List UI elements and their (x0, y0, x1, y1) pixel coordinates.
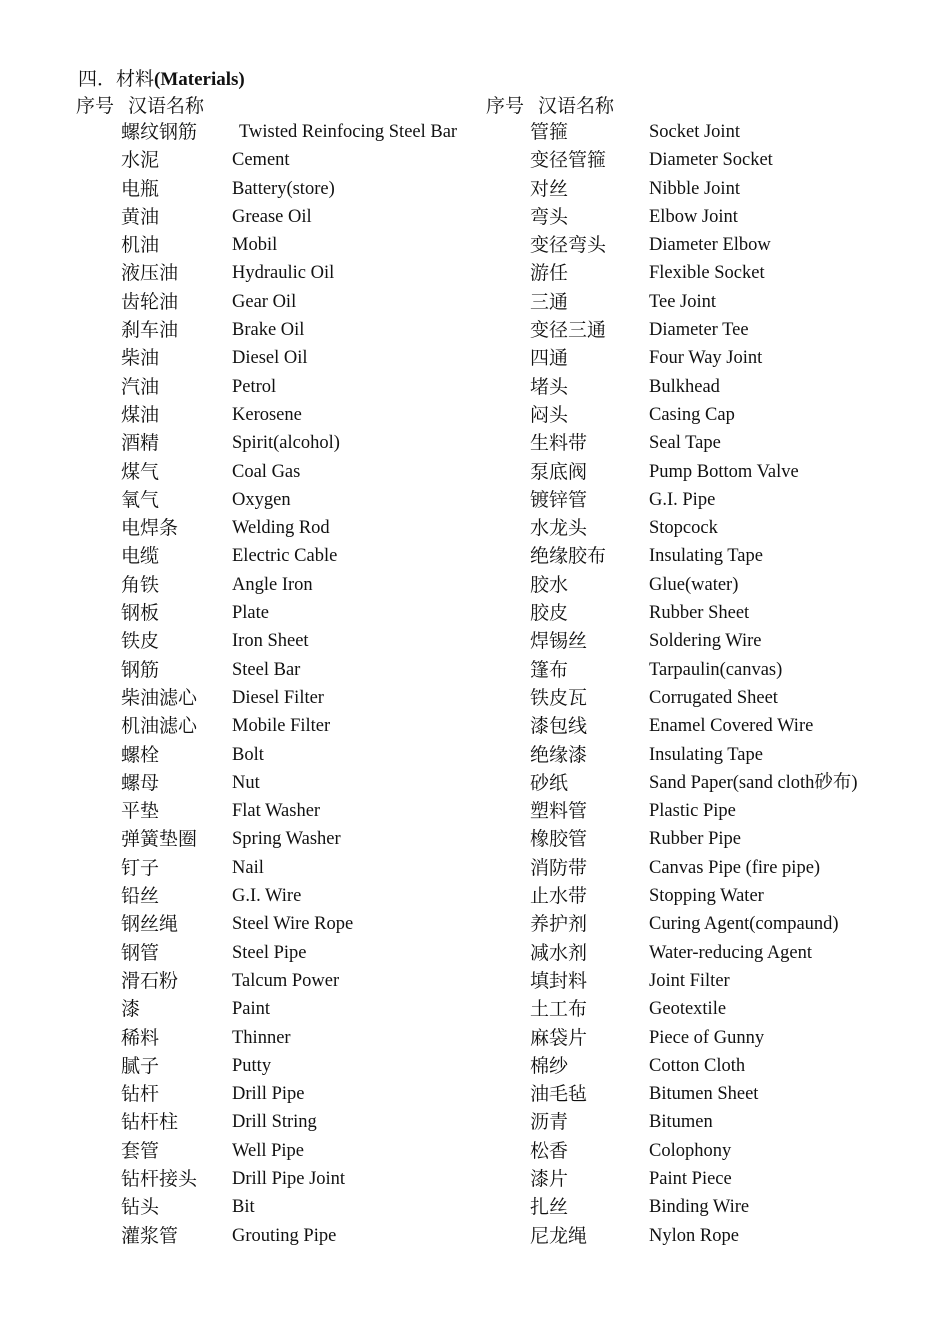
english-term: Paint (232, 999, 271, 1020)
chinese-term: 汽油 (121, 375, 160, 398)
chinese-term: 电焊条 (121, 517, 179, 540)
chinese-term: 刹车油 (121, 319, 179, 342)
english-term: Putty (232, 1055, 272, 1076)
chinese-term: 钢管 (121, 941, 160, 964)
chinese-term: 水泥 (121, 149, 160, 172)
english-term: Rubber Sheet (649, 603, 750, 624)
english-term: Coal Gas (232, 461, 301, 482)
chinese-term: 消防带 (530, 856, 588, 879)
chinese-term: 三通 (530, 290, 569, 313)
right-header-index: 序号 (486, 95, 525, 117)
english-term: Nylon Rope (649, 1225, 739, 1246)
chinese-term: 钉子 (121, 856, 160, 879)
english-term: Seal Tape (649, 433, 721, 454)
english-term: Tee Joint (649, 291, 717, 312)
chinese-term: 扎丝 (530, 1196, 569, 1219)
english-term: Iron Sheet (232, 631, 309, 652)
chinese-term: 焊锡丝 (530, 630, 588, 653)
chinese-term: 松香 (530, 1139, 569, 1162)
english-term: G.I. Wire (232, 886, 302, 907)
english-term: Gear Oil (232, 291, 297, 312)
english-term: Oxygen (232, 489, 291, 510)
english-term: Flexible Socket (649, 263, 765, 284)
chinese-term: 胶皮 (530, 602, 569, 625)
english-term: Casing Cap (649, 404, 735, 425)
chinese-term: 电瓶 (121, 177, 160, 200)
english-term: Pump Bottom Valve (649, 461, 799, 482)
english-term: Grease Oil (232, 206, 312, 227)
chinese-term: 钻杆 (121, 1083, 160, 1106)
english-term: Sand Paper(sand cloth砂布) (649, 772, 858, 793)
chinese-term: 机油 (121, 234, 160, 257)
chinese-term: 游任 (530, 262, 569, 285)
chinese-term: 铁皮 (121, 630, 160, 653)
english-term: Soldering Wire (649, 631, 762, 652)
english-term: Drill Pipe Joint (232, 1168, 346, 1189)
chinese-term: 螺母 (121, 771, 160, 794)
chinese-term: 生料带 (530, 432, 588, 455)
chinese-term: 弹簧垫圈 (121, 828, 198, 851)
chinese-term: 弯头 (530, 205, 569, 228)
chinese-term: 铅丝 (121, 885, 160, 908)
chinese-term: 篷布 (530, 658, 569, 681)
english-term: Cotton Cloth (649, 1055, 746, 1076)
english-term: Mobil (232, 235, 278, 256)
chinese-term: 填封料 (530, 969, 588, 992)
chinese-term: 铁皮瓦 (530, 686, 588, 709)
chinese-term: 棉纱 (530, 1054, 569, 1077)
chinese-term: 黄油 (121, 205, 160, 228)
english-term: Bit (232, 1197, 255, 1218)
left-header-name: 汉语名称 (128, 95, 205, 117)
english-term: Insulating Tape (649, 744, 763, 765)
chinese-term: 电缆 (121, 545, 160, 568)
chinese-term: 变径弯头 (530, 234, 607, 257)
chinese-term: 齿轮油 (121, 290, 179, 313)
chinese-term: 管箍 (530, 121, 569, 143)
chinese-term: 滑石粉 (121, 969, 179, 992)
chinese-term: 螺栓 (121, 743, 160, 766)
chinese-term: 闷头 (530, 403, 569, 426)
english-term: Thinner (232, 1027, 291, 1048)
english-term: Welding Rod (232, 518, 330, 539)
chinese-term: 柴油滤心 (121, 686, 198, 709)
section-title (78, 66, 245, 93)
chinese-term: 钻头 (121, 1196, 160, 1219)
chinese-term: 钻杆柱 (121, 1111, 179, 1134)
chinese-term: 绝缘漆 (530, 743, 588, 766)
english-term: Four Way Joint (649, 348, 763, 369)
english-term: Plate (232, 603, 269, 624)
chinese-term: 对丝 (530, 177, 569, 200)
chinese-term: 止水带 (530, 885, 588, 908)
chinese-term: 钢板 (121, 602, 160, 625)
chinese-term: 尼龙绳 (530, 1224, 588, 1247)
english-term: Water-reducing Agent (649, 942, 813, 963)
chinese-term: 灌浆管 (121, 1224, 179, 1247)
english-term: Curing Agent(compaund) (649, 914, 839, 935)
chinese-term: 酒精 (121, 432, 160, 455)
section-title-cn: 四．材料 (78, 68, 155, 90)
chinese-term: 钻杆接头 (121, 1167, 198, 1190)
english-term: Talcum Power (232, 970, 340, 991)
english-term: Cement (232, 150, 290, 171)
english-term: Bulkhead (649, 376, 720, 397)
chinese-term: 漆片 (530, 1167, 569, 1190)
english-term: Angle Iron (232, 574, 313, 595)
chinese-term: 煤油 (121, 403, 160, 426)
chinese-term: 橡胶管 (530, 828, 588, 851)
chinese-term: 套管 (121, 1139, 160, 1162)
chinese-term: 四通 (530, 347, 569, 370)
english-term: Joint Filter (649, 970, 730, 991)
english-term: Kerosene (232, 404, 302, 425)
chinese-term: 稀料 (121, 1026, 160, 1049)
english-term: Paint Piece (649, 1168, 732, 1189)
chinese-term: 变径三通 (530, 319, 607, 342)
right-header-name: 汉语名称 (538, 95, 615, 117)
english-term: Binding Wire (649, 1197, 750, 1218)
english-term: Petrol (232, 376, 277, 397)
english-term: Glue(water) (649, 574, 739, 595)
chinese-term: 土工布 (530, 998, 588, 1021)
english-term: Rubber Pipe (649, 829, 741, 850)
english-term: Mobile Filter (232, 716, 331, 737)
chinese-term: 漆包线 (530, 715, 588, 738)
chinese-term: 胶水 (530, 573, 569, 596)
english-term: Plastic Pipe (649, 801, 736, 822)
section-title-en: (Materials) (154, 69, 245, 90)
chinese-term: 水龙头 (530, 517, 588, 540)
english-term: Hydraulic Oil (232, 263, 335, 284)
english-term: Geotextile (649, 999, 727, 1020)
chinese-term: 柴油 (121, 347, 160, 370)
chinese-term: 漆 (121, 998, 141, 1021)
chinese-term: 养护剂 (530, 913, 588, 936)
english-term: Grouting Pipe (232, 1225, 337, 1246)
english-term: Stopcock (649, 518, 718, 539)
english-term: Steel Pipe (232, 942, 307, 963)
english-term: Diesel Oil (232, 348, 308, 369)
english-term: Elbow Joint (649, 206, 738, 227)
english-term: Drill String (232, 1112, 317, 1133)
chinese-term: 减水剂 (530, 941, 588, 964)
chinese-term: 沥青 (530, 1111, 569, 1134)
left-column-header (76, 93, 204, 119)
english-term: Stopping Water (649, 886, 764, 907)
english-term: Socket Joint (649, 122, 740, 142)
english-term: Enamel Covered Wire (649, 716, 814, 737)
english-term: Brake Oil (232, 320, 305, 341)
english-term: Flat Washer (232, 801, 321, 822)
chinese-term: 角铁 (121, 573, 160, 596)
english-term: Battery(store) (232, 178, 335, 199)
left-header-index: 序号 (76, 95, 115, 117)
english-term: Bolt (232, 744, 264, 765)
english-term: Bitumen Sheet (649, 1084, 759, 1105)
english-term: Diesel Filter (232, 687, 324, 708)
chinese-term: 氧气 (121, 488, 160, 511)
english-term: Bitumen (649, 1112, 713, 1133)
chinese-term: 塑料管 (530, 800, 588, 823)
chinese-term: 机油滤心 (121, 715, 198, 738)
english-term: Nibble Joint (649, 178, 740, 199)
english-term: Canvas Pipe (fire pipe) (649, 857, 821, 878)
english-term: Spirit(alcohol) (232, 433, 340, 454)
chinese-term: 液压油 (121, 262, 179, 285)
chinese-term: 钢筋 (121, 658, 160, 681)
english-term: Colophony (649, 1140, 732, 1161)
english-term: Well Pipe (232, 1140, 304, 1161)
chinese-term: 砂纸 (530, 771, 569, 794)
english-term: Drill Pipe (232, 1084, 305, 1105)
english-term: Diameter Elbow (649, 235, 771, 256)
english-term: Nut (232, 772, 260, 793)
english-term: Nail (232, 857, 264, 878)
english-term: G.I. Pipe (649, 489, 716, 510)
right-column-header (486, 93, 614, 119)
chinese-term: 镀锌管 (530, 488, 588, 511)
english-term: Electric Cable (232, 546, 338, 567)
english-term: Twisted Reinfocing Steel Bar (239, 122, 458, 142)
chinese-term: 煤气 (121, 460, 160, 483)
chinese-term: 绝缘胶布 (530, 545, 607, 568)
english-term: Steel Wire Rope (232, 914, 354, 935)
chinese-term: 堵头 (530, 375, 569, 398)
chinese-term: 平垫 (121, 800, 160, 823)
chinese-term: 螺纹钢筋 (121, 121, 198, 143)
english-term: Spring Washer (232, 829, 341, 850)
chinese-term: 泵底阀 (530, 460, 588, 483)
chinese-term: 腻子 (121, 1054, 160, 1077)
chinese-term: 变径管箍 (530, 149, 607, 172)
english-term: Corrugated Sheet (649, 687, 778, 708)
chinese-term: 油毛毡 (530, 1083, 588, 1106)
chinese-term: 钢丝绳 (121, 913, 179, 936)
english-term: Diameter Tee (649, 320, 749, 341)
chinese-term: 麻袋片 (530, 1026, 588, 1049)
english-term: Piece of Gunny (649, 1027, 765, 1048)
english-term: Tarpaulin(canvas) (649, 659, 783, 680)
english-term: Insulating Tape (649, 546, 763, 567)
english-term: Steel Bar (232, 659, 301, 680)
english-term: Diameter Socket (649, 150, 773, 171)
